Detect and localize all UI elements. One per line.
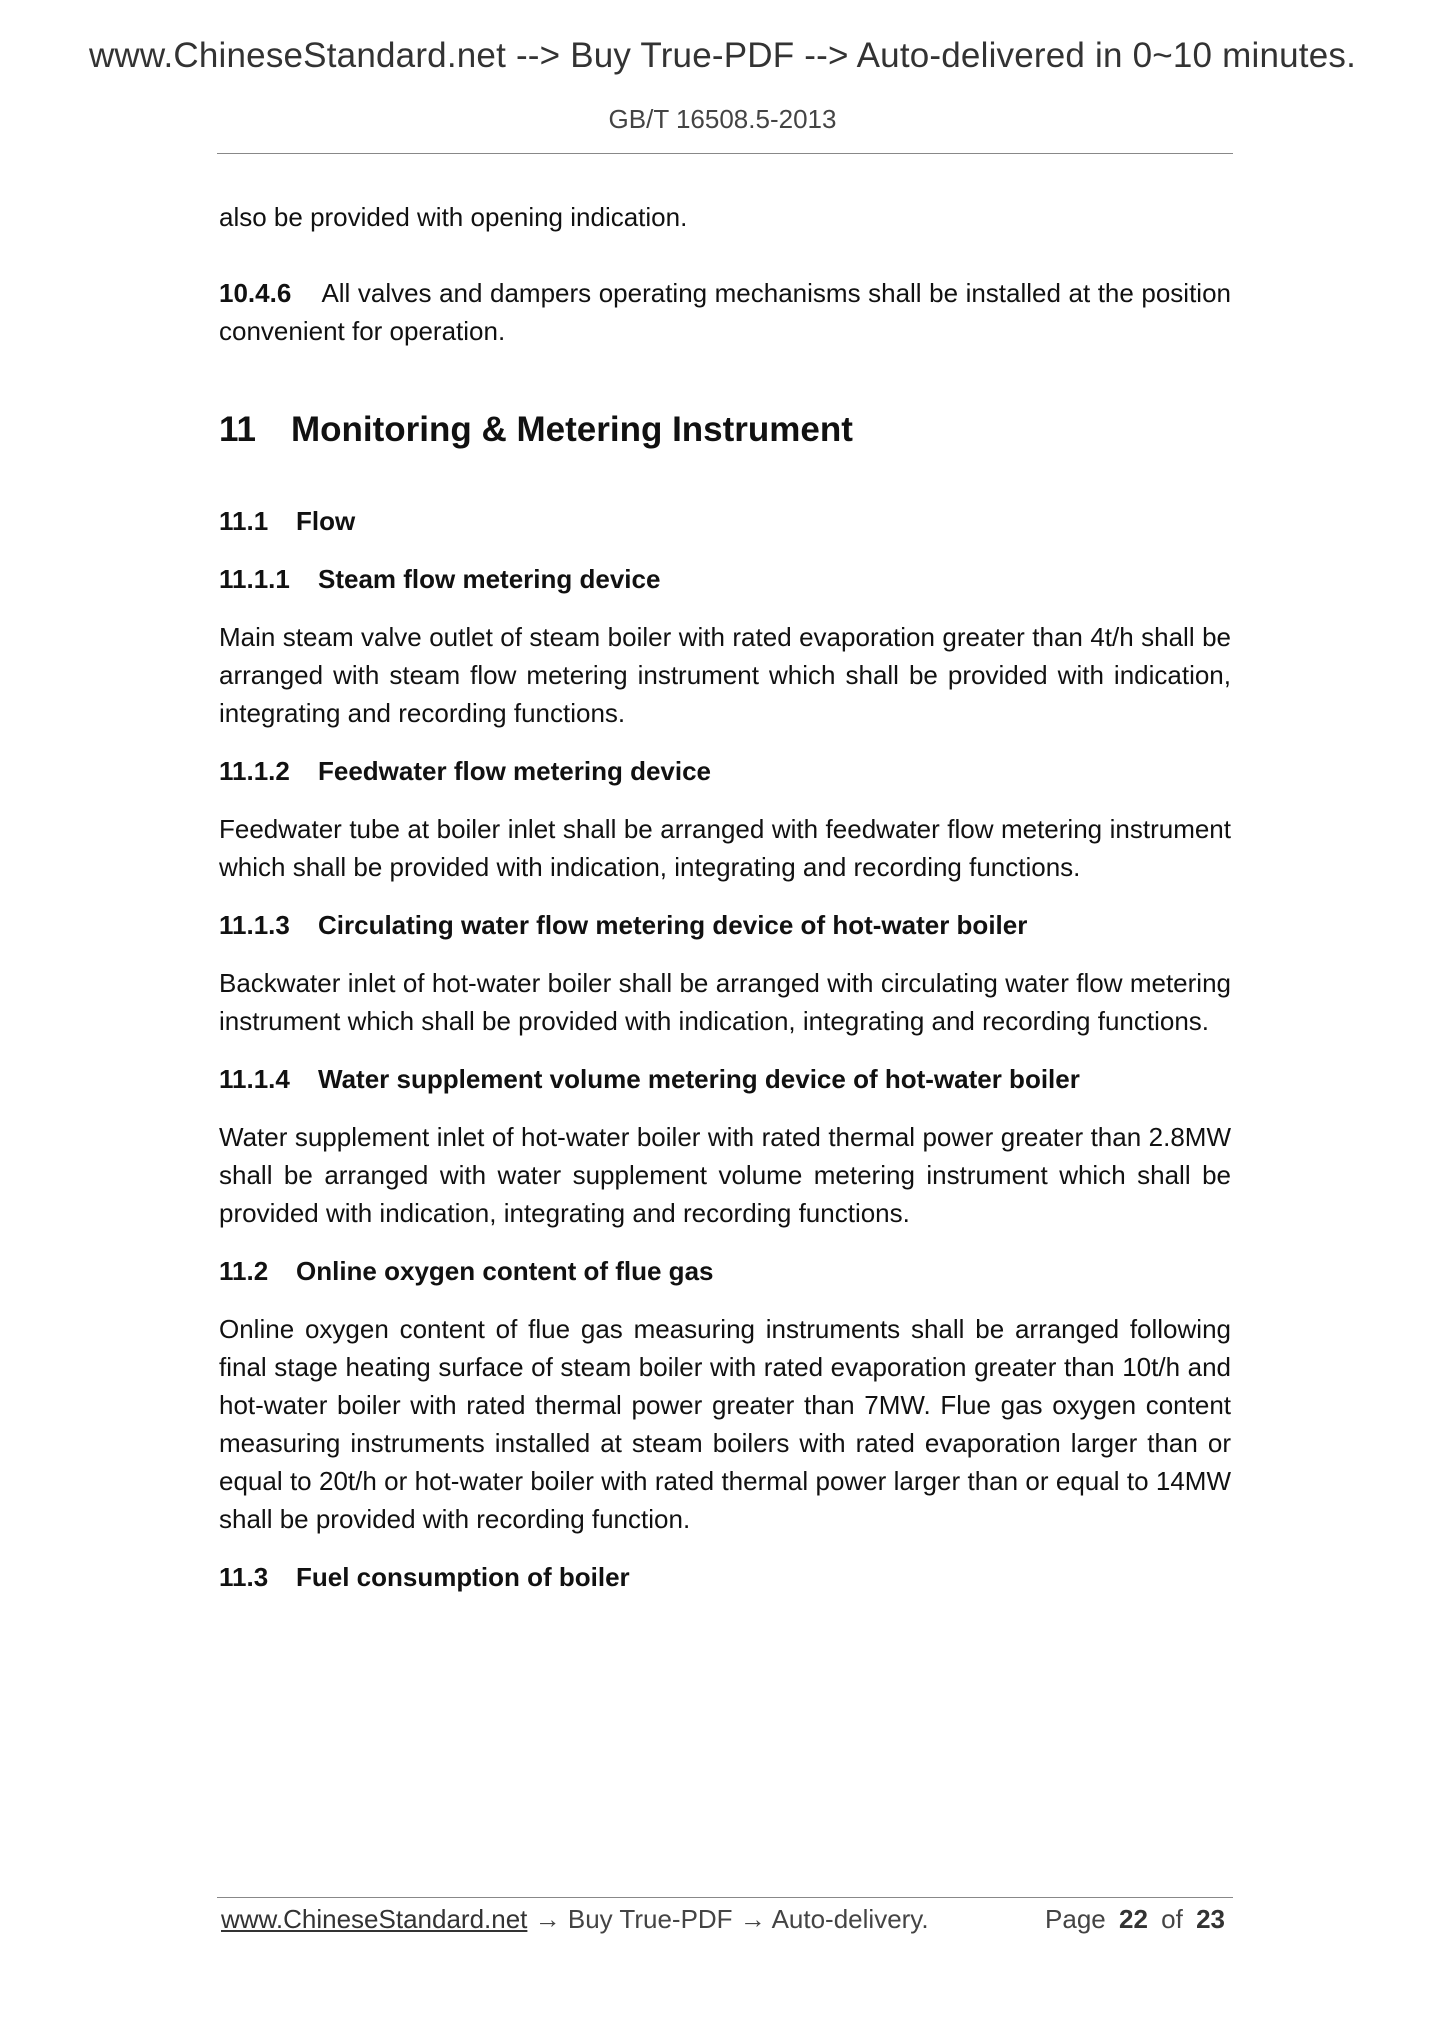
page-counter bbox=[1045, 1904, 1231, 1935]
paragraph-11-2: Online oxygen content of flue gas measuring instruments shall be arranged following final stage heating surface of steam boiler with rated evaporation greater than 10t/h and hot-water boiler with rated thermal power greater than 7MW. Flue gas oxygen content measuring instruments installed at steam boilers with rated evaporation larger than or equal to 20t/h or hot-water boiler with rated thermal power larger than or equal to 14MW shall be provided with recording function. bbox=[219, 1314, 1231, 1534]
page-word: Page bbox=[1045, 1904, 1106, 1934]
section-title: Steam flow metering device bbox=[318, 564, 661, 594]
document-body bbox=[219, 198, 1231, 1596]
section-heading-11-2 bbox=[219, 1252, 1231, 1290]
footer-divider bbox=[217, 1897, 1233, 1898]
header-divider bbox=[217, 153, 1233, 154]
section-title: Monitoring & Metering Instrument bbox=[291, 410, 853, 449]
paragraph-11-1-2: Feedwater tube at boiler inlet shall be arranged with feedwater flow metering instrument which shall be provided with indication, integrating and recording functions. bbox=[219, 814, 1231, 882]
paragraph-11-1-3: Backwater inlet of hot-water boiler shall be arranged with circulating water flow metering instrument which shall be provided with indication, integrating and recording functions. bbox=[219, 968, 1231, 1036]
page-current: 22 bbox=[1119, 1904, 1148, 1934]
section-number: 11.1.3 bbox=[219, 910, 290, 940]
section-title: Feedwater flow metering device bbox=[318, 756, 712, 786]
page-total: 23 bbox=[1196, 1904, 1225, 1934]
section-number: 11.3 bbox=[219, 1562, 269, 1592]
clause-text: All valves and dampers operating mechanisms shall be installed at the position convenient for operation. bbox=[219, 278, 1231, 346]
section-title: Fuel consumption of boiler bbox=[296, 1562, 630, 1592]
section-number: 11.1 bbox=[219, 506, 269, 536]
section-title: Water supplement volume metering device of hot-water boiler bbox=[318, 1064, 1080, 1094]
footer-tagline: → Buy True-PDF → Auto-delivery. bbox=[527, 1904, 929, 1934]
paragraph-11-1-4: Water supplement inlet of hot-water boiler with rated thermal power greater than 2.8MW shall be arranged with water supplement volume metering instrument which shall be provided with indication, integrating and recording functions. bbox=[219, 1122, 1231, 1228]
paragraph-intro: also be provided with opening indication. bbox=[219, 202, 688, 232]
section-heading-11-1-2 bbox=[219, 752, 1231, 790]
section-title: Circulating water flow metering device of hot-water boiler bbox=[318, 910, 1028, 940]
section-number: 11.1.4 bbox=[219, 1064, 290, 1094]
section-title: Online oxygen content of flue gas bbox=[296, 1256, 714, 1286]
standard-code: GB/T 16508.5-2013 bbox=[608, 104, 837, 134]
clause-number: 10.4.6 bbox=[219, 278, 292, 308]
section-number: 11.1.2 bbox=[219, 756, 290, 786]
section-heading-11 bbox=[219, 408, 1231, 452]
section-heading-11-3 bbox=[219, 1558, 1231, 1596]
of-word: of bbox=[1161, 1904, 1183, 1934]
section-heading-11-1-1 bbox=[219, 560, 1231, 598]
section-number: 11 bbox=[219, 410, 256, 449]
clause-10-4-6 bbox=[219, 274, 1231, 350]
section-title: Flow bbox=[296, 506, 356, 536]
paragraph-11-1-1: Main steam valve outlet of steam boiler with rated evaporation greater than 4t/h shall be arranged with steam flow metering instrument which shall be provided with indication, integrating and recording functions. bbox=[219, 622, 1231, 728]
section-number: 11.1.1 bbox=[219, 564, 290, 594]
footer-link[interactable]: www.ChineseStandard.net bbox=[221, 1904, 528, 1934]
section-heading-11-1 bbox=[219, 502, 1231, 540]
header-banner: www.ChineseStandard.net --> Buy True-PDF --> Auto-delivered in 0~10 minutes. bbox=[88, 36, 1357, 75]
section-heading-11-1-4 bbox=[219, 1060, 1231, 1098]
section-heading-11-1-3 bbox=[219, 906, 1231, 944]
section-number: 11.2 bbox=[219, 1256, 269, 1286]
page-footer bbox=[221, 1904, 1231, 1935]
